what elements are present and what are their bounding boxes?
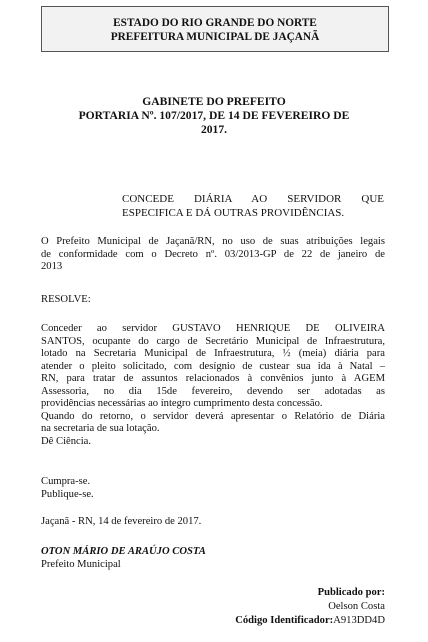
body-line: Conceder ao servidor GUSTAVO HENRIQUE DE OLIVEIRA — [41, 323, 385, 334]
preamble-line1: O Prefeito Municipal de Jaçanã/RN, no uso de suas atribuições legais — [41, 236, 385, 247]
published-by-name: Oelson Costa — [328, 601, 385, 612]
cumpra-se: Cumpra-se. — [41, 476, 91, 487]
body-line: RN, para tratar de assuntos relacionados à convênios junto à AGEM — [41, 373, 385, 384]
municipality-name: PREFEITURA MUNICIPAL DE JAÇANÃ — [110, 31, 320, 43]
signature-block — [41, 546, 385, 571]
publication-info — [235, 586, 385, 628]
body-line: Dê Ciência. — [41, 435, 92, 447]
signatory-name: OTON MÁRIO DE ARAÚJO COSTA — [41, 546, 206, 557]
preamble — [41, 236, 385, 274]
ementa-line1: CONCEDE DIÁRIA AO SERVIDOR QUE — [122, 193, 384, 205]
code-label: Código Identificador: — [235, 615, 334, 626]
ordinance-title-line1: PORTARIA Nº. 107/2017, DE 14 DE FEVEREIRO DE — [78, 109, 350, 122]
body-line: Quando do retorno, o servidor deverá apresentar o Relatório de Diária — [41, 410, 385, 422]
ordinance-title-line2: 2017. — [200, 123, 228, 136]
state-name: ESTADO DO RIO GRANDE DO NORTE — [113, 17, 317, 29]
body-line: na secretaria de sua lotação. — [41, 423, 160, 434]
place-date: Jaçanã - RN, 14 de fevereiro de 2017. — [41, 516, 202, 527]
body-line: Assessoria, no dia 15de fevereiro, devendo ser adotadas as — [41, 385, 385, 397]
resolve-heading: RESOLVE: — [41, 294, 91, 305]
published-by-label: Publicado por: — [317, 587, 385, 598]
header-box — [41, 6, 389, 52]
signatory-role: Prefeito Municipal — [41, 558, 121, 570]
body-line: atender o pleito solicitado, com desígnio de custear sua ida à Natal – — [41, 360, 385, 372]
body-line: providências necessárias ao íntegro cumprimento desta concessão. — [41, 398, 323, 409]
identifier-code: A913DD4D — [333, 615, 385, 626]
office-name: GABINETE DO PREFEITO — [142, 95, 286, 108]
body-text — [41, 323, 385, 448]
publique-se: Publique-se. — [41, 488, 94, 500]
preamble-line3: 2013 — [41, 261, 63, 272]
body-line: lotado na Secretaria Municipal de Infraestrutura, ½ (meia) diária para — [41, 348, 385, 359]
document-title — [30, 95, 398, 137]
closing — [41, 476, 385, 501]
ementa — [122, 192, 384, 220]
preamble-line2: de conformidade com o Decreto nº. 03/2013-GP de 22 de janeiro de — [41, 248, 385, 260]
body-line: SANTOS, ocupante do cargo de Secretário Municipal de Infraestrutura, — [41, 335, 385, 347]
ementa-line2: ESPECIFICA E DÁ OUTRAS PROVIDÊNCIAS. — [122, 207, 345, 219]
